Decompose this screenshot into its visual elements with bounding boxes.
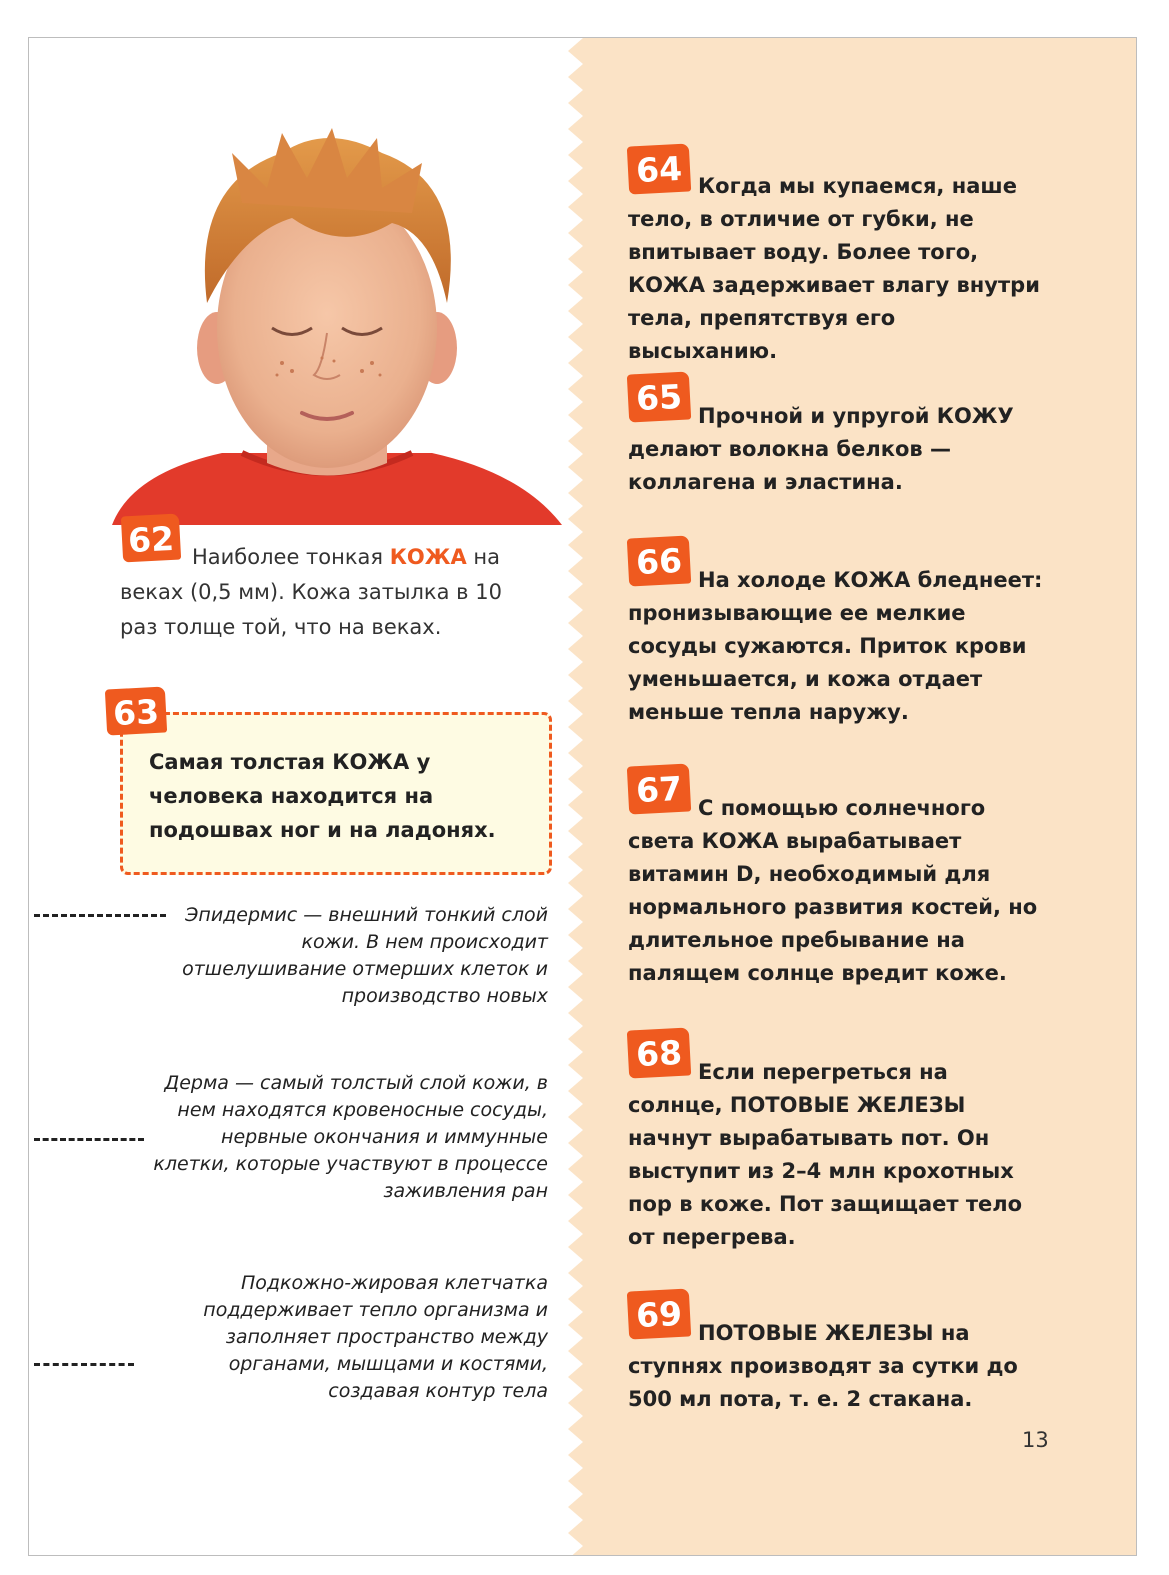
epidermis-note: Эпидермис — внешний тонкий слой кожи. В нем происходит отшелушивание отмерших клеток и производство новых [182,904,548,1007]
fact-64-text: Когда мы купаемся, наше тело, в отличие от губки, не впитывает воду. Более того, КОЖА задерживает влагу внутри тела, препятствуя его высыханию. [628,174,1040,363]
fact-68-text: Если перегреться на солнце, ПОТОВЫЕ ЖЕЛЕЗЫ начнут вырабатывать пот. Он выступит из 2–4 млн крохотных пор в коже. Пот защищает тело от перегрева. [628,1060,1023,1249]
fact-64-badge: 64 [627,143,691,194]
fact-66-text: На холоде КОЖА бледнеет: пронизывающие ее мелкие сосуды сужаются. Приток крови уменьшается, и кожа отдает меньше тепла наружу. [628,568,1043,724]
fact-68-badge: 68 [627,1027,691,1078]
fact-67-text: С помощью солнечного света КОЖА вырабатывает витамин D, необходимый для нормального развития костей, но длительное пребывание на палящем солнце вредит коже. [628,796,1038,985]
fact-66-badge: 66 [627,535,691,586]
fact-62-badge: 62 [121,514,181,563]
kozha-highlight: КОЖА [389,545,467,569]
fact-63-text: Самая толстая КОЖА у человека находится на подошвах ног и на ладонях. [149,750,496,842]
boy-photo [92,113,562,525]
fact-69-badge: 69 [627,1288,691,1339]
epidermis-pointer [34,914,166,917]
page-number: 13 [1022,1428,1049,1452]
fact-65-badge: 65 [627,371,691,422]
hypodermis-pointer [34,1363,134,1366]
dermis-pointer [34,1138,144,1141]
fact-69-text: ПОТОВЫЕ ЖЕЛЕЗЫ на ступнях производят за сутки до 500 мл пота, т. е. 2 стакана. [628,1321,1018,1411]
fact-67-badge: 67 [627,763,691,814]
zigzag-edge [568,38,598,1555]
dermis-note: Дерма — самый толстый слой кожи, в нем находятся кровеносные сосуды, нервные окончания и иммунные клетки, которые участвуют в процессе заживления ран [153,1072,548,1202]
fact-63-badge: 63 [105,686,167,735]
fact-65-text: Прочной и упругой КОЖУ делают волокна белков — коллагена и эластина. [628,404,1014,494]
fact-63-box [120,712,552,875]
fact-62-text: Наиболее тонкая КОЖА на веках (0,5 мм). Кожа затылка в 10 раз толще той, что на веках. [120,545,502,639]
hypodermis-note: Подкожно-жировая клетчатка поддерживает тепло организма и заполняет пространство между органами, мышцами и костями, создавая контур тела [203,1272,548,1402]
